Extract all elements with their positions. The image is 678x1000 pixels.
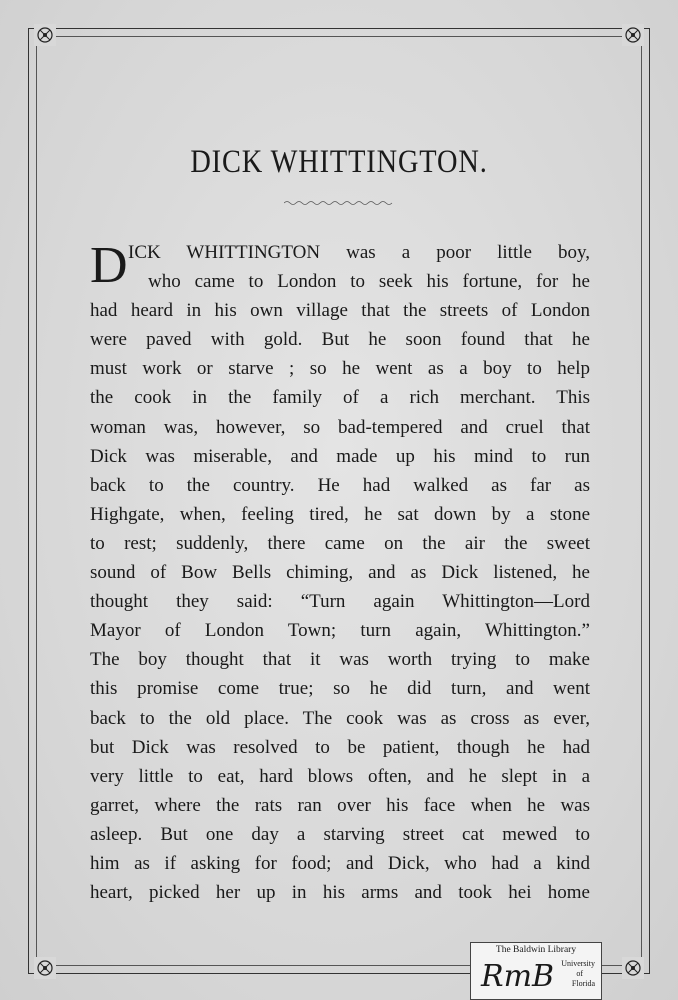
- title-flourish-icon: [284, 199, 394, 207]
- text-line: The boy thought that it was worth trying to make: [90, 649, 590, 671]
- stamp-florida: Florida: [571, 979, 595, 988]
- text-line: back to the country. He had walked as far as: [90, 474, 590, 496]
- text-line: but Dick was resolved to be patient, though he had: [90, 736, 590, 758]
- text-line: were paved with gold. But he soon found that he: [90, 329, 590, 351]
- text-line: thought they said: “Turn again Whittington—Lord: [90, 591, 590, 613]
- stamp-monogram: RmB: [481, 959, 555, 994]
- corner-ornament-icon: [34, 957, 56, 979]
- stamp-of: of: [576, 969, 583, 978]
- corner-ornament-icon: [622, 24, 644, 46]
- text-line: back to the old place. The cook was as cross as ever,: [90, 707, 590, 729]
- text-line: asleep. But one day a starving street cat mewed to: [90, 823, 590, 845]
- text-line: him as if asking for food; and Dick, who had a kind: [90, 852, 590, 874]
- text-line: heart, picked her up in his arms and took hei home: [90, 882, 590, 904]
- text-line: Dick was miserable, and made up his mind to run: [90, 445, 590, 467]
- page-title: DICK WHITTINGTON.: [190, 144, 488, 180]
- text-line: sound of Bow Bells chiming, and as Dick listened, he: [90, 562, 590, 584]
- corner-ornament-icon: [622, 957, 644, 979]
- text-line: the cook in the family of a rich merchant. This: [90, 387, 590, 409]
- text-line: Highgate, when, feeling tired, he sat down by a stone: [90, 503, 590, 525]
- drop-cap: D: [90, 237, 128, 294]
- library-stamp: [470, 942, 602, 1000]
- story-text: [90, 238, 590, 907]
- stamp-university: University: [561, 959, 595, 968]
- text-line: must work or starve ; so he went as a boy to help: [90, 358, 590, 380]
- corner-ornament-icon: [34, 24, 56, 46]
- text-line: very little to eat, hard blows often, and he slept in a: [90, 765, 590, 787]
- text-line: this promise come true; so he did turn, and went: [90, 678, 590, 700]
- text-line: Mayor of London Town; turn again, Whittington.”: [90, 620, 590, 642]
- text-line: woman was, however, so bad-tempered and cruel that: [90, 416, 590, 438]
- text-line: ICK WHITTINGTON was a poor little boy,: [128, 242, 590, 263]
- text-line: garret, where the rats ran over his face when he was: [90, 794, 590, 816]
- text-line: had heard in his own village that the streets of London: [90, 300, 590, 322]
- text-line: to rest; suddenly, there came on the air the sweet: [90, 532, 590, 554]
- text-line: who came to London to seek his fortune, for he: [148, 271, 590, 293]
- stamp-library-name: The Baldwin Library: [495, 945, 577, 955]
